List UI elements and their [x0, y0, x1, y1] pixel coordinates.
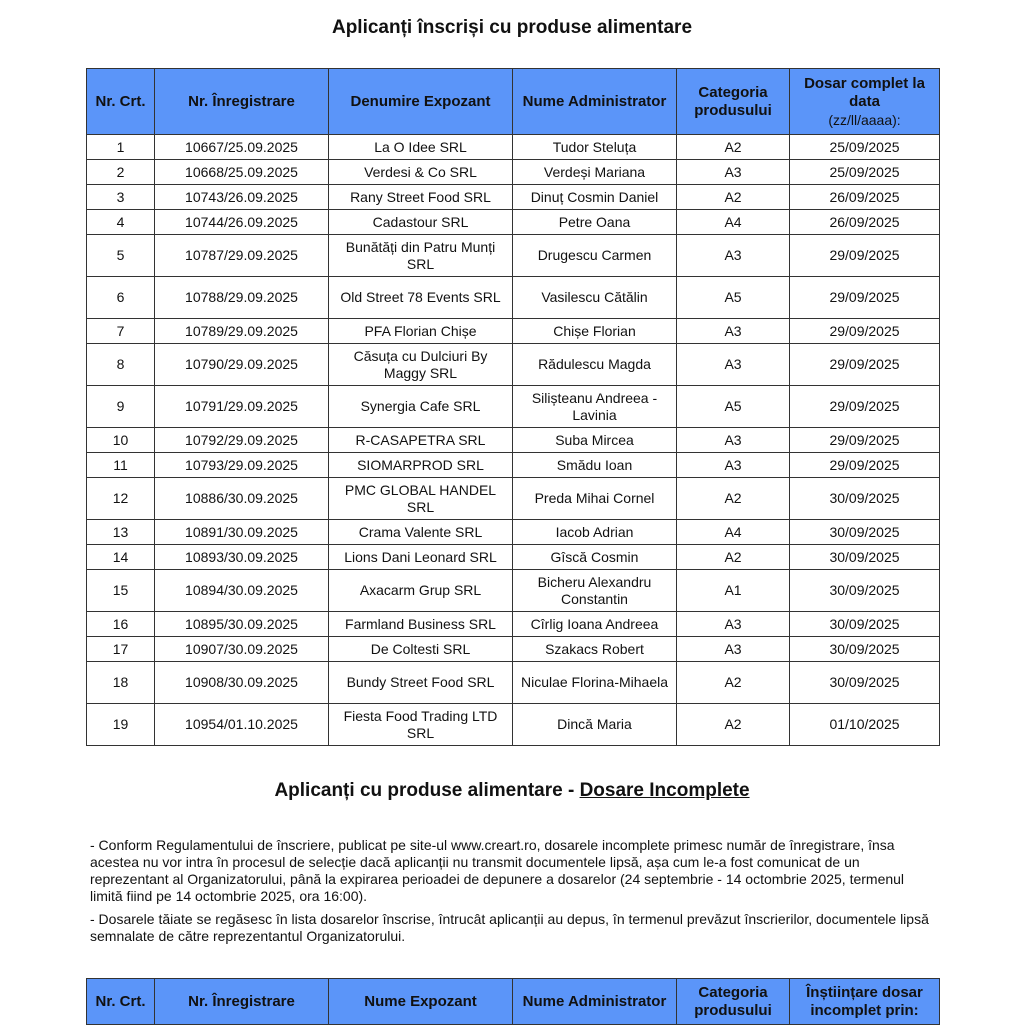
cell-data-dosar: 30/09/2025	[790, 478, 940, 520]
cell-nr-crt: 17	[87, 637, 155, 662]
cell-nr-inregistrare: 10891/30.09.2025	[155, 520, 329, 545]
cell-nr-inregistrare: 10793/29.09.2025	[155, 453, 329, 478]
table-row	[87, 478, 940, 520]
cell-administrator: Verdeși Mariana	[513, 160, 677, 185]
cell-nr-inregistrare: 10743/26.09.2025	[155, 185, 329, 210]
cell-nr-crt: 15	[87, 570, 155, 612]
cell-expozant: PFA Florian Chișe	[329, 319, 513, 344]
cell-nr-inregistrare: 10789/29.09.2025	[155, 319, 329, 344]
cell-nr-inregistrare: 10788/29.09.2025	[155, 277, 329, 319]
cell-nr-inregistrare: 10668/25.09.2025	[155, 160, 329, 185]
header-categoria-produsului: Categoria produsului	[677, 69, 790, 135]
table-header-row	[87, 69, 940, 135]
cell-nr-crt: 14	[87, 545, 155, 570]
cell-expozant: SIOMARPROD SRL	[329, 453, 513, 478]
cell-nr-crt: 16	[87, 612, 155, 637]
note-paragraph: - Conform Regulamentului de înscriere, publicat pe site-ul www.creart.ro, dosarele incomplete primesc număr de înregistrare, însa acestea nu vor intra în procesul de selecție dacă aplicanții nu transmit documentele lipsă, așa cum le-a fost comunicat de un reprezentant al Organizatorului, până la expirarea perioadei de depunere a dosarelor (24 septembrie - 14 octombrie 2025, termenul limită fiind pe 14 octombrie 2025, ora 16:00).	[90, 837, 905, 904]
cell-administrator: Niculae Florina-Mihaela	[513, 662, 677, 704]
table-row	[87, 637, 940, 662]
cell-categorie: A4	[677, 210, 790, 235]
table-row	[87, 160, 940, 185]
cell-categorie: A5	[677, 386, 790, 428]
table-row	[87, 545, 940, 570]
cell-data-dosar: 30/09/2025	[790, 545, 940, 570]
table-row	[87, 185, 940, 210]
cell-categorie: A2	[677, 478, 790, 520]
section-title-incomplete	[0, 780, 1024, 802]
cell-nr-crt: 19	[87, 704, 155, 746]
header-nr-crt: Nr. Crt.	[87, 979, 155, 1025]
cell-expozant: Verdesi & Co SRL	[329, 160, 513, 185]
cell-nr-crt: 6	[87, 277, 155, 319]
cell-administrator: Dincă Maria	[513, 704, 677, 746]
cell-data-dosar: 30/09/2025	[790, 570, 940, 612]
cell-data-dosar: 25/09/2025	[790, 160, 940, 185]
cell-nr-inregistrare: 10894/30.09.2025	[155, 570, 329, 612]
cell-nr-crt: 18	[87, 662, 155, 704]
cell-data-dosar: 30/09/2025	[790, 662, 940, 704]
cell-nr-inregistrare: 10954/01.10.2025	[155, 704, 329, 746]
cell-nr-crt: 10	[87, 428, 155, 453]
cell-administrator: Suba Mircea	[513, 428, 677, 453]
header-nr-crt: Nr. Crt.	[87, 69, 155, 135]
cell-categorie: A2	[677, 135, 790, 160]
cell-categorie: A2	[677, 704, 790, 746]
cell-expozant: Crama Valente SRL	[329, 520, 513, 545]
cell-administrator: Rădulescu Magda	[513, 344, 677, 386]
cell-administrator: Drugescu Carmen	[513, 235, 677, 277]
cell-administrator: Preda Mihai Cornel	[513, 478, 677, 520]
table-row	[87, 386, 940, 428]
table-row	[87, 520, 940, 545]
cell-data-dosar: 29/09/2025	[790, 344, 940, 386]
cell-categorie: A3	[677, 319, 790, 344]
cell-expozant: Synergia Cafe SRL	[329, 386, 513, 428]
table-row	[87, 428, 940, 453]
cell-categorie: A3	[677, 612, 790, 637]
section-title-registered: Aplicanți înscriși cu produse alimentare	[331, 17, 693, 38]
cell-categorie: A4	[677, 520, 790, 545]
header-nume-administrator: Nume Administrator	[513, 69, 677, 135]
cell-administrator: Smădu Ioan	[513, 453, 677, 478]
table-row	[87, 570, 940, 612]
cell-nr-inregistrare: 10907/30.09.2025	[155, 637, 329, 662]
cell-expozant: Farmland Business SRL	[329, 612, 513, 637]
cell-data-dosar: 26/09/2025	[790, 210, 940, 235]
cell-nr-crt: 8	[87, 344, 155, 386]
cell-categorie: A2	[677, 545, 790, 570]
cell-administrator: Bicheru Alexandru Constantin	[513, 570, 677, 612]
cell-expozant: De Coltesti SRL	[329, 637, 513, 662]
cell-nr-inregistrare: 10787/29.09.2025	[155, 235, 329, 277]
table-header-row	[87, 979, 940, 1025]
cell-administrator: Vasilescu Cătălin	[513, 277, 677, 319]
cell-data-dosar: 30/09/2025	[790, 637, 940, 662]
cell-administrator: Iacob Adrian	[513, 520, 677, 545]
header-denumire-expozant: Denumire Expozant	[329, 69, 513, 135]
cell-expozant: Axacarm Grup SRL	[329, 570, 513, 612]
cell-data-dosar: 25/09/2025	[790, 135, 940, 160]
cell-nr-crt: 5	[87, 235, 155, 277]
cell-administrator: Gîscă Cosmin	[513, 545, 677, 570]
cell-nr-inregistrare: 10792/29.09.2025	[155, 428, 329, 453]
cell-data-dosar: 01/10/2025	[790, 704, 940, 746]
cell-expozant: Căsuța cu Dulciuri By Maggy SRL	[329, 344, 513, 386]
table-row	[87, 704, 940, 746]
cell-categorie: A1	[677, 570, 790, 612]
cell-data-dosar: 29/09/2025	[790, 235, 940, 277]
header-dosar-complet-format: (zz/ll/aaaa):	[828, 111, 901, 128]
cell-expozant: Fiesta Food Trading LTD SRL	[329, 704, 513, 746]
header-categoria-produsului: Categoria produsului	[677, 979, 790, 1025]
cell-data-dosar: 29/09/2025	[790, 428, 940, 453]
cell-administrator: Cîrlig Ioana Andreea	[513, 612, 677, 637]
header-nr-inregistrare: Nr. Înregistrare	[155, 69, 329, 135]
cell-data-dosar: 29/09/2025	[790, 386, 940, 428]
section-title-incomplete-prefix: Aplicanți cu produse alimentare -	[274, 780, 580, 801]
cell-nr-inregistrare: 10791/29.09.2025	[155, 386, 329, 428]
section-title-incomplete-underlined: Dosare Incomplete	[579, 780, 750, 801]
cell-nr-crt: 2	[87, 160, 155, 185]
incomplete-notes	[90, 837, 940, 951]
cell-nr-inregistrare: 10744/26.09.2025	[155, 210, 329, 235]
cell-administrator: Tudor Steluța	[513, 135, 677, 160]
cell-categorie: A3	[677, 453, 790, 478]
cell-nr-crt: 12	[87, 478, 155, 520]
cell-categorie: A3	[677, 637, 790, 662]
table-row	[87, 235, 940, 277]
header-nume-administrator: Nume Administrator	[513, 979, 677, 1025]
cell-nr-inregistrare: 10908/30.09.2025	[155, 662, 329, 704]
cell-data-dosar: 29/09/2025	[790, 319, 940, 344]
cell-administrator: Siliștеanu Andreea - Lavinia	[513, 386, 677, 428]
cell-categorie: A5	[677, 277, 790, 319]
cell-expozant: PMC GLOBAL HANDEL SRL	[329, 478, 513, 520]
cell-data-dosar: 30/09/2025	[790, 520, 940, 545]
cell-nr-crt: 4	[87, 210, 155, 235]
cell-administrator: Dinuț Cosmin Daniel	[513, 185, 677, 210]
cell-nr-crt: 13	[87, 520, 155, 545]
cell-administrator: Szakacs Robert	[513, 637, 677, 662]
header-dosar-complet	[790, 69, 940, 135]
cell-categorie: A3	[677, 235, 790, 277]
table-row	[87, 210, 940, 235]
cell-categorie: A3	[677, 428, 790, 453]
cell-data-dosar: 30/09/2025	[790, 612, 940, 637]
cell-expozant: Lions Dani Leonard SRL	[329, 545, 513, 570]
cell-categorie: A2	[677, 185, 790, 210]
table-row	[87, 277, 940, 319]
header-nume-expozant: Nume Expozant	[329, 979, 513, 1025]
cell-expozant: Old Street 78 Events SRL	[329, 277, 513, 319]
cell-expozant: R-CASAPETRA SRL	[329, 428, 513, 453]
table-row	[87, 612, 940, 637]
cell-nr-inregistrare: 10886/30.09.2025	[155, 478, 329, 520]
cell-nr-crt: 7	[87, 319, 155, 344]
header-instiintare: Înștiințare dosar incomplet prin:	[790, 979, 940, 1025]
cell-categorie: A3	[677, 344, 790, 386]
cell-expozant: Bunătăți din Patru Munți SRL	[329, 235, 513, 277]
cell-categorie: A3	[677, 160, 790, 185]
cell-nr-inregistrare: 10893/30.09.2025	[155, 545, 329, 570]
cell-expozant: La O Idee SRL	[329, 135, 513, 160]
table-row	[87, 453, 940, 478]
cell-nr-crt: 3	[87, 185, 155, 210]
cell-data-dosar: 26/09/2025	[790, 185, 940, 210]
registered-applicants-table	[86, 68, 940, 746]
cell-expozant: Cadastour SRL	[329, 210, 513, 235]
note-paragraph: - Dosarele tăiate se regăsesc în lista dosarelor înscrise, întrucât aplicanții au depus, în termenul prevăzut înscrierilor, documentele lipsă semnalate de către reprezentantul Organizatorului.	[90, 911, 929, 944]
table-row	[87, 135, 940, 160]
cell-administrator: Chișe Florian	[513, 319, 677, 344]
incomplete-applicants-table	[86, 978, 940, 1025]
cell-data-dosar: 29/09/2025	[790, 277, 940, 319]
cell-nr-crt: 9	[87, 386, 155, 428]
cell-categorie: A2	[677, 662, 790, 704]
table-row	[87, 319, 940, 344]
table-row	[87, 662, 940, 704]
cell-nr-crt: 11	[87, 453, 155, 478]
table-row	[87, 344, 940, 386]
cell-expozant: Rany Street Food SRL	[329, 185, 513, 210]
cell-administrator: Petre Oana	[513, 210, 677, 235]
registered-applicants-body	[87, 135, 940, 746]
cell-nr-crt: 1	[87, 135, 155, 160]
cell-nr-inregistrare: 10667/25.09.2025	[155, 135, 329, 160]
cell-nr-inregistrare: 10895/30.09.2025	[155, 612, 329, 637]
header-nr-inregistrare: Nr. Înregistrare	[155, 979, 329, 1025]
header-dosar-complet-main: Dosar complet la data	[804, 74, 925, 110]
cell-expozant: Bundy Street Food SRL	[329, 662, 513, 704]
cell-nr-inregistrare: 10790/29.09.2025	[155, 344, 329, 386]
cell-data-dosar: 29/09/2025	[790, 453, 940, 478]
